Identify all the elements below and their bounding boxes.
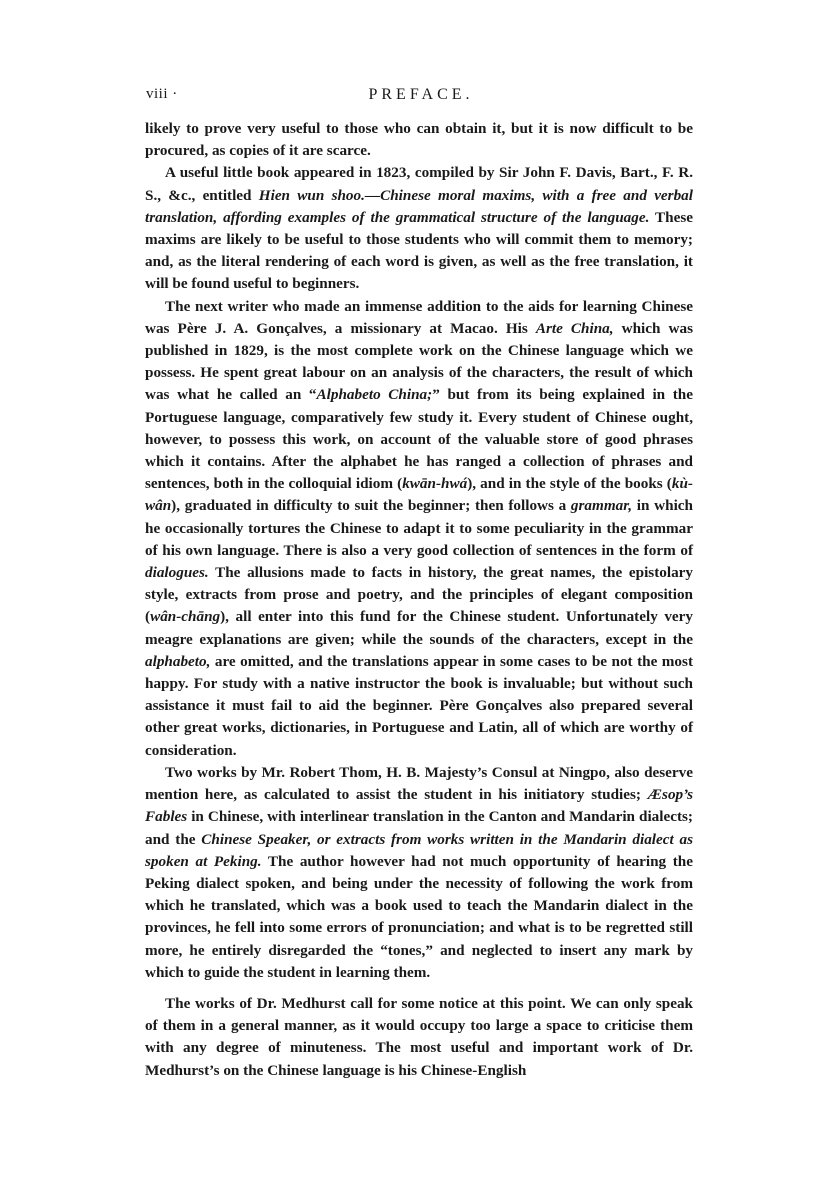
body-text	[145, 118, 693, 1082]
italic-run: Arte China,	[535, 319, 614, 337]
paragraph-1	[145, 118, 693, 162]
text-run: The next writer who made an immense addition to the aids for learning Chinese was Père J. A. Gonçalves, a missionary at Macao. His	[145, 297, 693, 337]
text-run: ), all enter into this fund for the Chinese student. Unfortunately very meagre explanations are given; while the sounds of the characters, except in the	[145, 608, 693, 648]
text-run: A useful little book appeared in 1823, compiled by Sir John F. Davis, Bart., F. R. S., &c., entitled	[145, 164, 693, 204]
paragraph-2	[145, 162, 693, 295]
text-run: in Chinese, with interlinear translation in the Canton and Mandarin dialects; and the	[145, 808, 693, 848]
text-run: ), and in the style of the books (	[467, 475, 672, 493]
italic-run: Alphabeto China;	[316, 386, 433, 404]
text-run: are omitted, and the translations appear in some cases to be not the most happy. For study with a native instructor the book is invaluable; but without such assistance it must fail to aid the beginner. Père Gonçalves also prepared several other great works, dictionaries, in Portuguese and Latin, all of which are worthy of consideration.	[145, 652, 693, 759]
text-run: in which he occasionally tortures the Chinese to adapt it to some peculiarity in the grammar of his own language. There is also a very good collection of sentences in the form of	[145, 497, 693, 559]
page-number: viii ·	[146, 86, 178, 102]
text-run: ), graduated in difficulty to suit the beginner; then follows a	[171, 497, 571, 515]
text-run: The works of Dr. Medhurst call for some notice at this point. We can only speak of them in a general manner, as it would occupy too large a space to criticise them with any degree of minuteness. The most useful and important work of Dr. Medhurst’s on the Chinese language is his Chinese-English	[145, 994, 693, 1079]
italic-run: kù-wân	[145, 475, 693, 515]
italic-run: wân-chāng	[150, 608, 221, 626]
paragraph-4	[145, 762, 693, 984]
running-head	[146, 86, 696, 110]
text-run: which was published in 1829, is the most complete work on the Chinese language which we possess. He spent great labour on an analysis of the characters, the result of which was what he called an “	[145, 319, 693, 404]
italic-run: kwān-hwá	[402, 475, 468, 493]
paragraph-3	[145, 296, 693, 762]
italic-run: grammar,	[570, 497, 633, 515]
italic-run: dialogues.	[145, 564, 209, 582]
text-run: likely to prove very useful to those who can obtain it, but it is now difficult to be procured, as copies of it are scarce.	[145, 120, 693, 160]
text-run: The allusions made to facts in history, the great names, the epistolary style, extracts from prose and poetry, and the principles of elegant composition (	[145, 564, 693, 626]
text-run: The author however had not much opportunity of hearing the Peking dialect spoken, and being under the necessity of following the work from which he translated, which was a book used to teach the Mandarin dialect in the provinces, he fell into some errors of pronunciation; and what is to be regretted still more, he entirely disregarded the “tones,” and neglected to insert any mark by which to guide the student in learning them.	[145, 852, 693, 981]
paragraph-5	[145, 993, 693, 1082]
running-title: PREFACE.	[368, 86, 474, 103]
italic-run: Chinese Speaker, or extracts from works written in the Mandarin dialect as spoken at Peking.	[145, 830, 694, 870]
text-run: These maxims are likely to be useful to those students who will commit them to memory; and, as the literal rendering of each word is given, as well as the free translation, it will be found useful to beginners.	[145, 208, 693, 293]
italic-run: alphabeto,	[145, 652, 211, 670]
text-run: ” but from its being explained in the Portuguese language, comparatively few study it. Every student of Chinese ought, however, to possess this work, on account of the valuable store of good phrases which it contains. After the alphabet he has ranged a collection of phrases and sentences, both in the colloquial idiom (	[145, 386, 693, 493]
italic-run: Æsop’s Fables	[145, 786, 693, 826]
text-run: Two works by Mr. Robert Thom, H. B. Majesty’s Consul at Ningpo, also deserve mention here, as calculated to assist the student in his initiatory studies;	[145, 763, 693, 804]
book-title-italic: Hien wun shoo.—Chinese moral maxims, with a free and verbal translation, affording examples of the grammatical structure of the language.	[145, 186, 693, 226]
